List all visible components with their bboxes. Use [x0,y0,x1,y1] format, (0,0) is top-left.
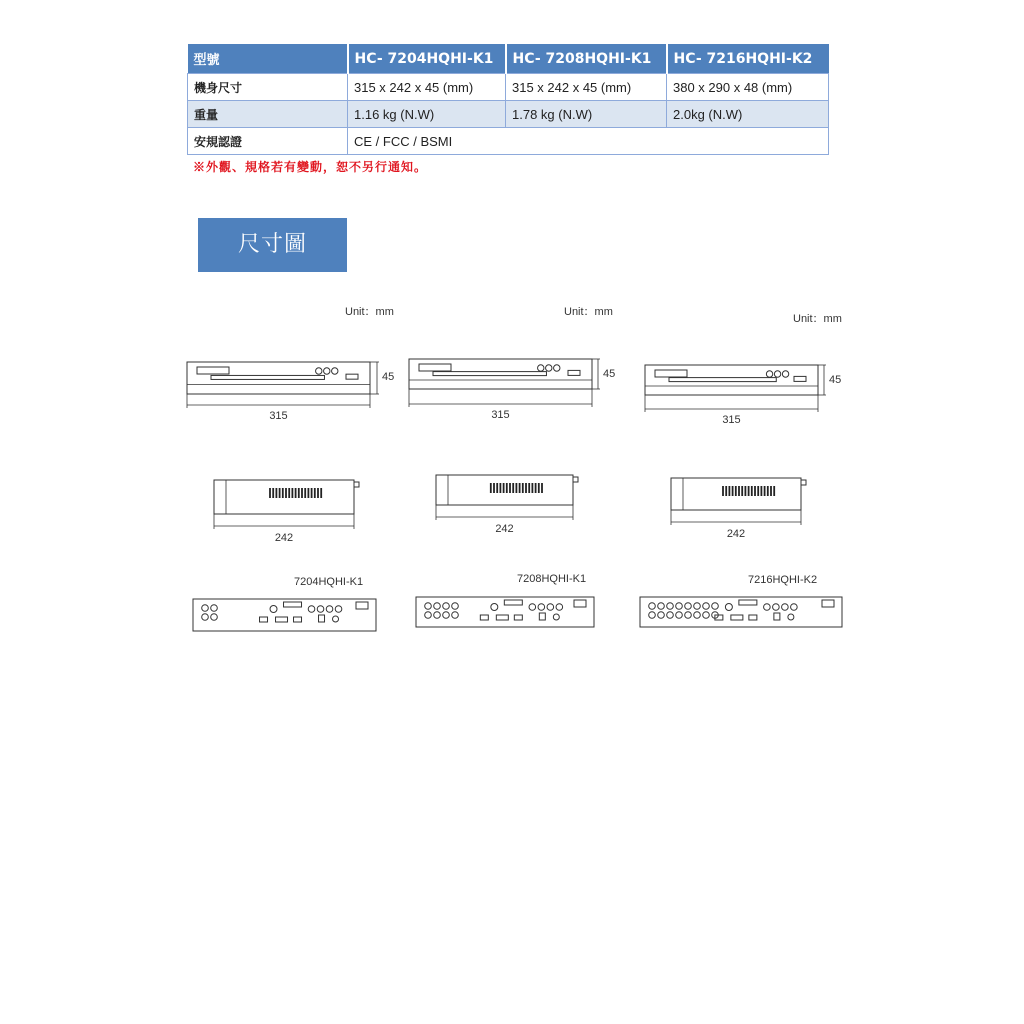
rca-port-icon [556,604,563,611]
hdmi-port-icon [276,617,288,622]
rca-port-icon [326,606,333,613]
header-7204: HC- 7204HQHI-K1 [348,44,506,74]
unit-label: Unit：mm [564,306,613,318]
rear-view-outline [416,597,594,627]
front-display-window [655,370,687,377]
bnc-port-icon [443,612,450,619]
bnc-port-icon [676,612,683,619]
bnc-port-icon [443,603,450,610]
cell-value: 2.0kg (N.W) [667,101,829,128]
bnc-port-icon [712,603,719,610]
front-display-window [419,364,451,371]
bnc-port-icon [658,603,665,610]
rca-port-icon [791,604,798,611]
rs485-port-icon [319,615,325,622]
power-port-icon [553,614,559,620]
rs485-port-icon [539,613,545,620]
bnc-port-icon [202,605,209,612]
bnc-port-icon [667,603,674,610]
cell-value: CE / FCC / BSMI [348,128,829,155]
bnc-port-icon [685,612,692,619]
power-port-icon [333,616,339,622]
rs485-port-icon [774,613,780,620]
width-label: 315 [722,414,741,426]
front-button-icon [766,371,772,377]
side-connector [573,477,578,482]
bnc-port-icon [211,614,218,621]
bnc-port-icon [434,612,441,619]
cell-value: 1.16 kg (N.W) [348,101,506,128]
front-button-icon [332,368,338,374]
bnc-port-icon [425,612,432,619]
lan-port-icon [514,615,522,620]
usb-port-icon [260,617,268,622]
front-usb-port [346,374,358,379]
depth-label: 242 [726,528,746,540]
bnc-port-icon [211,605,218,612]
cell-value: 315 x 242 x 45 (mm) [506,74,667,101]
row-label: 機身尺寸 [188,74,348,101]
hdmi-port-icon [496,615,508,620]
side-connector [801,480,806,485]
header-7208: HC- 7208HQHI-K1 [506,44,667,74]
front-button-icon [774,371,780,377]
cell-value: 1.78 kg (N.W) [506,101,667,128]
bnc-port-icon [694,603,701,610]
unit-label: Unit：mm [793,313,842,325]
terminal-block [739,600,757,605]
vga-port-icon [356,602,368,609]
rca-port-icon [764,604,771,611]
usb-port-icon [480,615,488,620]
bnc-port-icon [703,612,710,619]
bnc-port-icon [425,603,432,610]
header-7216: HC- 7216HQHI-K2 [667,44,829,74]
hdmi-port-icon [731,615,743,620]
front-usb-port [794,376,806,381]
bnc-port-icon [202,614,209,621]
front-vent-slot [211,375,324,379]
bnc-port-icon [667,612,674,619]
front-button-icon [546,365,552,371]
rca-port-icon [773,604,780,611]
header-model: 型號 [188,44,348,74]
bnc-port-icon [694,612,701,619]
bnc-port-icon [658,612,665,619]
lan-port-icon [749,615,757,620]
bnc-port-icon [434,603,441,610]
bnc-port-icon [676,603,683,610]
audio-port-icon [725,604,732,611]
rca-port-icon [529,604,536,611]
side-connector [354,482,359,487]
rca-port-icon [782,604,789,611]
width-label: 315 [491,409,510,421]
bnc-port-icon [649,612,656,619]
front-vent-slot [669,378,776,382]
section-title: 尺寸圖 [198,218,347,272]
model-label: 7216HQHI-K2 [748,574,818,586]
vga-port-icon [822,600,834,607]
audio-port-icon [270,606,277,613]
height-label: 45 [829,374,842,386]
notice-text: ※外觀、規格若有變動，恕不另行通知。 [193,160,428,174]
unit-label: Unit：mm [345,306,394,318]
front-display-window [197,367,229,374]
terminal-block [504,600,522,605]
front-button-icon [538,365,544,371]
vga-port-icon [574,600,586,607]
front-button-icon [316,368,322,374]
bnc-port-icon [452,603,459,610]
row-label: 重量 [188,101,348,128]
front-usb-port [568,370,580,375]
rca-port-icon [547,604,554,611]
front-vent-slot [433,372,546,376]
height-label: 45 [382,371,395,383]
model-label: 7208HQHI-K1 [517,573,587,585]
rca-port-icon [335,606,342,613]
rear-view-outline [193,599,376,631]
depth-label: 242 [274,532,294,544]
width-label: 315 [269,410,288,422]
bnc-port-icon [703,603,710,610]
front-button-icon [554,365,560,371]
terminal-block [284,602,302,607]
model-label: 7204HQHI-K1 [294,576,364,588]
cell-value: 315 x 242 x 45 (mm) [348,74,506,101]
rca-port-icon [538,604,545,611]
audio-port-icon [491,604,498,611]
usb-port-icon [715,615,723,620]
depth-label: 242 [495,523,514,535]
front-button-icon [324,368,330,374]
lan-port-icon [294,617,302,622]
bnc-port-icon [649,603,656,610]
power-port-icon [788,614,794,620]
rca-port-icon [317,606,324,613]
row-label: 安規認證 [188,128,348,155]
bnc-port-icon [685,603,692,610]
rca-port-icon [308,606,315,613]
front-button-icon [782,371,788,377]
cell-value: 380 x 290 x 48 (mm) [667,74,829,101]
height-label: 45 [603,368,616,380]
drawings-group [187,306,842,631]
bnc-port-icon [452,612,459,619]
side-view-outline [214,480,354,514]
